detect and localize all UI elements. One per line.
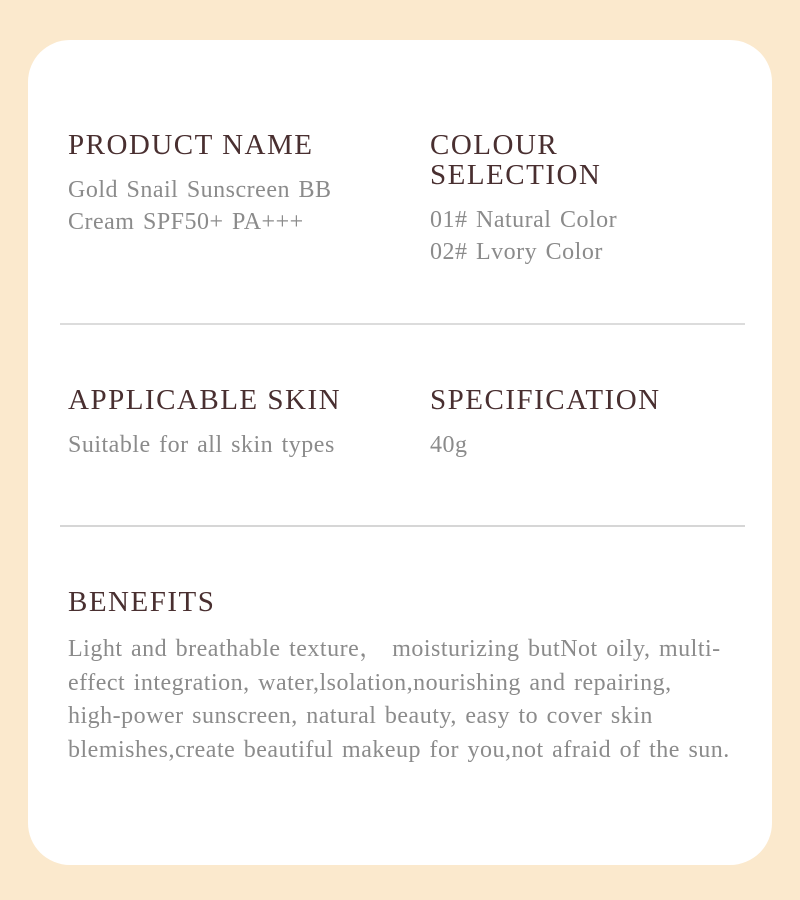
- divider-2: [60, 525, 745, 527]
- colour-option-1: 01# Natural Color: [430, 207, 618, 233]
- benefits-paragraph: Light and breathable texture， moisturizing butNot oily, multi-effect integration, water,lsolation,nourishing and repairing, high-power sunscreen, natural beauty, easy to cover skin blemishes,create beautiful makeup for you,not afraid of the sun.: [68, 636, 730, 763]
- section-benefits: [68, 587, 732, 767]
- product-name-line-1: Gold Snail Sunscreen BB: [68, 177, 332, 203]
- applicable-skin-line: Suitable for all skin types: [68, 432, 335, 458]
- section-product-name: [68, 130, 430, 268]
- row-product-and-colour: [68, 130, 732, 268]
- section-colour-selection: [430, 130, 732, 268]
- divider-1: [60, 323, 745, 325]
- product-name-line-2: Cream SPF50+ PA+++: [68, 209, 304, 235]
- specification-value: 40g: [430, 432, 468, 458]
- row-skin-and-spec: [68, 385, 732, 461]
- applicable-skin-heading: APPLICABLE SKIN: [68, 384, 342, 416]
- section-specification: [430, 385, 732, 461]
- section-applicable-skin: [68, 385, 430, 461]
- product-info-card: [28, 40, 772, 865]
- colour-selection-heading: COLOUR SELECTION: [430, 129, 602, 191]
- benefits-heading: BENEFITS: [68, 586, 216, 618]
- specification-heading: SPECIFICATION: [430, 384, 661, 416]
- product-name-heading: PRODUCT NAME: [68, 129, 314, 161]
- colour-option-2: 02# Lvory Color: [430, 239, 603, 265]
